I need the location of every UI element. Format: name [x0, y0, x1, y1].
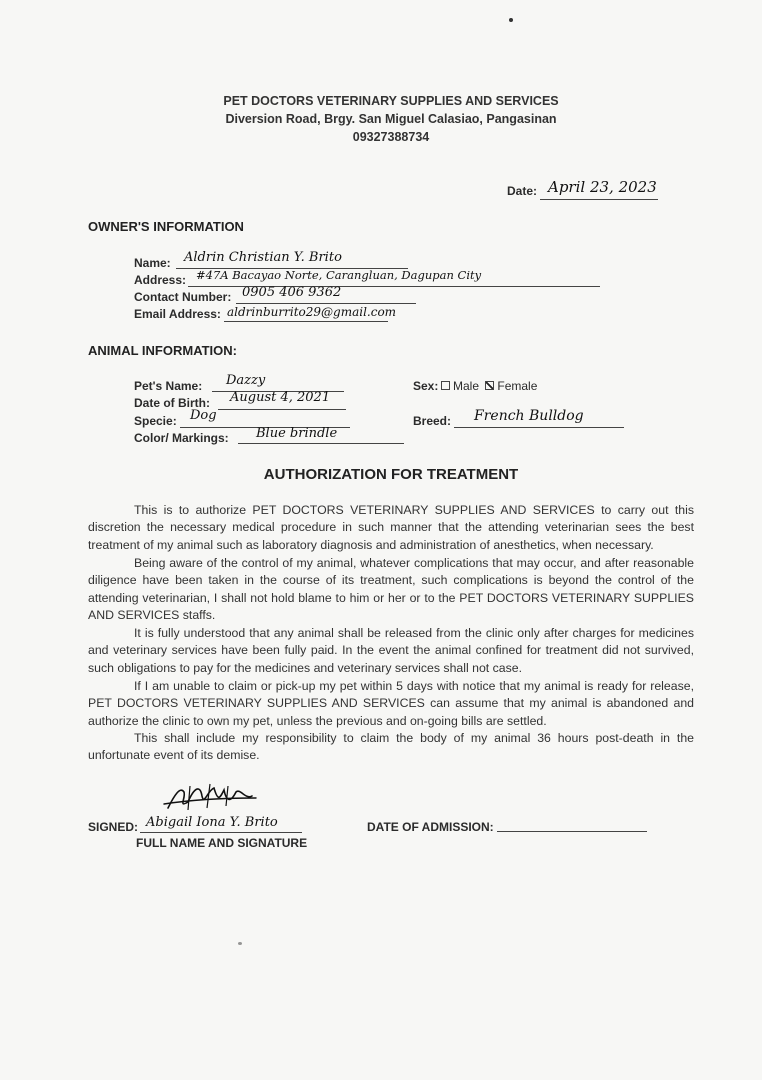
owner-contact-line — [236, 303, 416, 304]
date-line — [540, 199, 658, 200]
male-checkbox[interactable] — [441, 381, 450, 390]
authorization-title: AUTHORIZATION FOR TREATMENT — [263, 466, 519, 483]
company-phone: 09327388734 — [352, 130, 430, 144]
authorization-paragraph: If I am unable to claim or pick-up my pet within 5 days with notice that my animal is ready for release, PET DOCTORS VETERINARY SUPPLIES AND SERVICES can assume that my animal is abandoned and authorize the clinic to own my pet, unless the previous and on-going bills are settled. — [88, 679, 694, 728]
authorization-paragraph: This is to authorize PET DOCTORS VETERINARY SUPPLIES AND SERVICES to carry out this discretion the necessary medical procedure in such manner that the attending veterinarian sees the best treatment of my animal such as laboratory diagnosis and administration of anesthetics, when necessary. — [88, 503, 694, 552]
color-label: Color/ Markings: — [134, 431, 229, 445]
breed-line — [454, 427, 624, 428]
female-label: Female — [497, 379, 538, 393]
owner-email-value: aldrinburrito29@gmail.com — [227, 305, 397, 319]
dob-value: August 4, 2021 — [230, 390, 331, 405]
admission-line[interactable] — [497, 831, 647, 832]
sex-options — [441, 379, 537, 393]
pet-name-value: Dazzy — [226, 373, 266, 388]
signed-label: SIGNED: — [88, 820, 139, 834]
date-label: Date: — [507, 184, 538, 198]
dob-line — [218, 409, 346, 410]
scan-speck — [509, 18, 513, 22]
admission-label: DATE OF ADMISSION: — [367, 820, 494, 834]
sex-label: Sex: — [413, 379, 439, 393]
signature-caption: FULL NAME AND SIGNATURE — [136, 836, 308, 850]
authorization-paragraph: It is fully understood that any animal shall be released from the clinic only after charges for medicines and veterinary services have been fully paid. In the event the animal confined for treatment did not survived, such obligations to pay for the medicines and veterinary services shall not case. — [88, 626, 694, 675]
owner-name-value: Aldrin Christian Y. Brito — [184, 250, 342, 265]
scan-speck — [238, 942, 242, 945]
animal-heading: ANIMAL INFORMATION: — [88, 343, 237, 358]
color-value: Blue brindle — [256, 426, 338, 441]
signature-scribble — [160, 778, 260, 818]
dob-label: Date of Birth: — [134, 396, 210, 410]
owner-email-line — [224, 321, 388, 322]
company-address: Diversion Road, Brgy. San Miguel Calasiao, Pangasinan — [225, 112, 557, 126]
specie-value: Dog — [190, 408, 217, 423]
owner-contact-value: 0905 406 9362 — [242, 285, 342, 300]
color-line — [238, 443, 404, 444]
breed-value: French Bulldog — [474, 408, 584, 424]
breed-label: Breed: — [413, 414, 452, 428]
pet-name-label: Pet's Name: — [134, 379, 203, 393]
owner-heading: OWNER'S INFORMATION — [88, 219, 244, 234]
company-name: PET DOCTORS VETERINARY SUPPLIES AND SERVICES — [223, 94, 559, 108]
female-checkbox[interactable] — [485, 381, 494, 390]
owner-address-value: #47A Bacayao Norte, Carangluan, Dagupan City — [196, 268, 482, 282]
owner-email-label: Email Address: — [134, 307, 221, 321]
owner-address-label: Address: — [134, 273, 187, 287]
signed-name: Abigail Iona Y. Brito — [146, 815, 278, 830]
authorization-paragraph: Being aware of the control of my animal, whatever complications that may occur, and after reasonable diligence have been taken in the course of its treatment, such complications is beyond the control of the attending veterinarian, I shall not hold blame to him or her or to the PET DOCTORS VETERINARY SUPPLIES AND SERVICES staffs. — [88, 556, 694, 623]
signed-line — [140, 832, 302, 833]
owner-contact-label: Contact Number: — [134, 290, 232, 304]
authorization-paragraph: This shall include my responsibility to claim the body of my animal 36 hours post-death in the unfortunate event of its demise. — [88, 731, 694, 763]
male-label: Male — [453, 379, 480, 393]
date-value: April 23, 2023 — [548, 178, 657, 196]
owner-name-label: Name: — [134, 256, 171, 270]
specie-label: Specie: — [134, 414, 177, 428]
